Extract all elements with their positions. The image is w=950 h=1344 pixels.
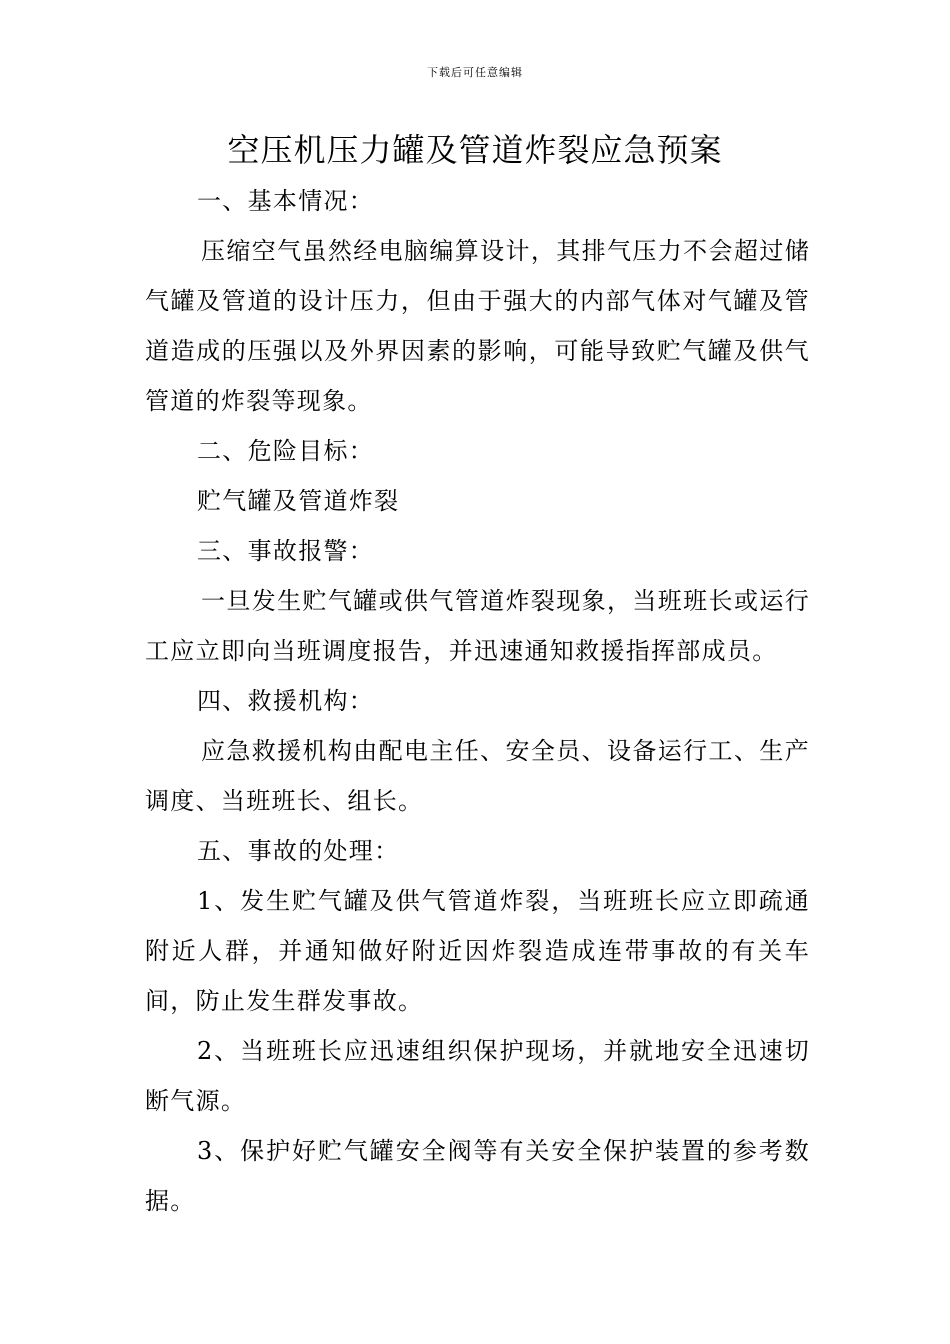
paragraph-handling-1: 1、发生贮气罐及供气管道炸裂，当班班长应立即疏通附近人群，并通知做好附近因炸裂造成连带事故的有关车间，防止发生群发事故。 [145, 887, 810, 1015]
section-heading-handling: 五、事故的处理： [197, 837, 400, 865]
section-heading-hazard-target: 二、危险目标： [197, 437, 375, 465]
document-body [145, 176, 810, 1226]
paragraph-handling-3: 3、保护好贮气罐安全阀等有关安全保护装置的参考数据。 [145, 1137, 810, 1215]
paragraph-alarm: 一旦发生贮气罐或供气管道炸裂现象，当班班长或运行工应立即向当班调度报告，并迅速通知救援指挥部成员。 [145, 587, 810, 665]
paragraph-basic-info: 压缩空气虽然经电脑编算设计，其排气压力不会超过储气罐及管道的设计压力，但由于强大的内部气体对气罐及管道造成的压强以及外界因素的影响，可能导致贮气罐及供气管道的炸裂等现象。 [145, 237, 810, 415]
header-note: 下载后可任意编辑 [427, 66, 523, 79]
document-title: 空压机压力罐及管道炸裂应急预案 [227, 131, 723, 169]
paragraph-rescue-org: 应急救援机构由配电主任、安全员、设备运行工、生产调度、当班班长、组长。 [145, 737, 810, 815]
section-heading-rescue-org: 四、救援机构： [197, 687, 375, 715]
paragraph-handling-2: 2、当班班长应迅速组织保护现场，并就地安全迅速切断气源。 [145, 1037, 810, 1115]
section-heading-basic-info: 一、基本情况： [197, 187, 375, 215]
section-heading-alarm: 三、事故报警： [197, 537, 375, 565]
paragraph-hazard-target: 贮气罐及管道炸裂 [197, 487, 400, 515]
